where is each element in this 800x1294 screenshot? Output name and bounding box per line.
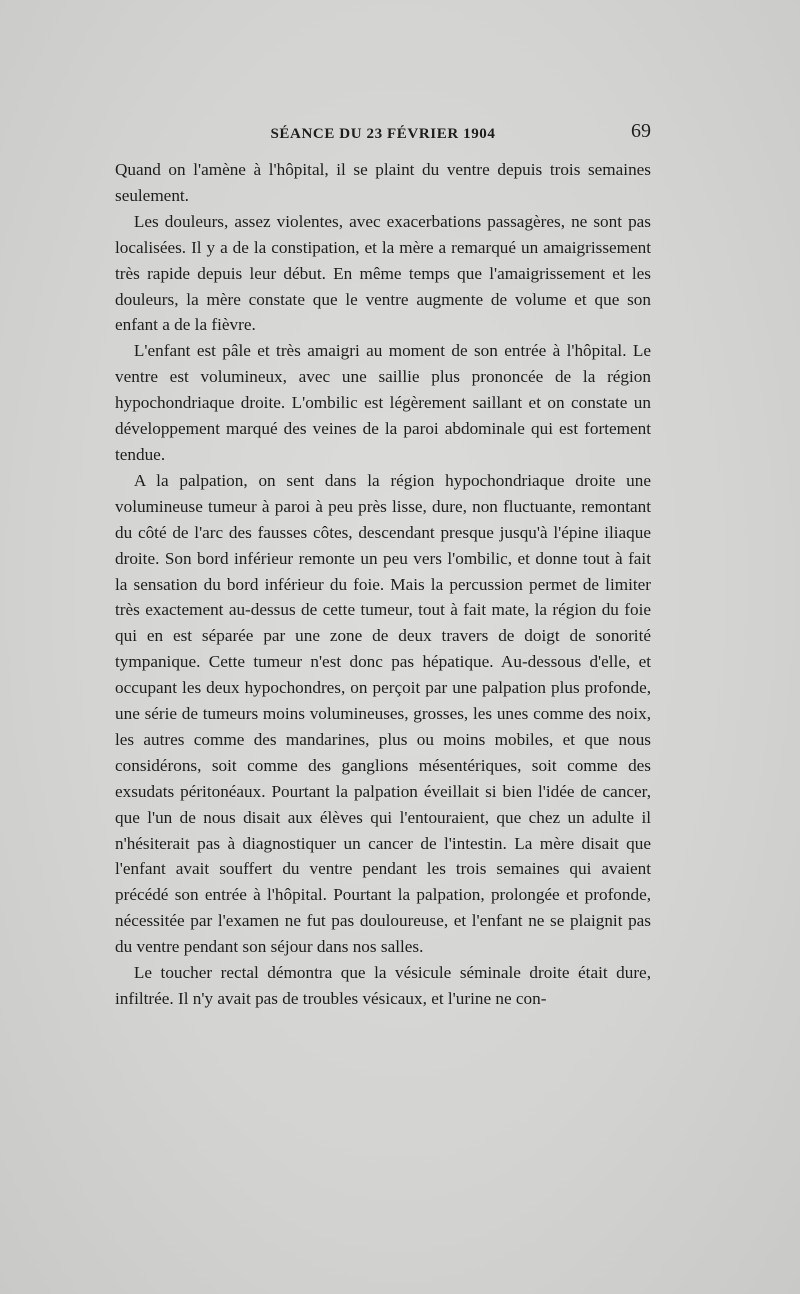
page-number: 69 bbox=[631, 120, 651, 142]
paragraph-1: Quand on l'amène à l'hôpital, il se plaint du ventre depuis trois semaines seulement. bbox=[115, 160, 651, 205]
paragraph-3: L'enfant est pâle et très amaigri au moment de son entrée à l'hôpital. Le ventre est volumineux, avec une saillie plus prononcée de la région hypochondriaque droite. L'ombilic est légèrement saillant et on constate un développement marqué des veines de la paroi abdominale qui est fortement tendue. bbox=[115, 341, 651, 464]
paragraph-2: Les douleurs, assez violentes, avec exacerbations passagères, ne sont pas localisées. Il y a de la constipation, et la mère a remarqué un amaigrissement très rapide depuis leur début. En même temps que l'amaigrissement et les douleurs, la mère constate que le ventre augmente de volume et que son enfant a de la fièvre. bbox=[115, 211, 651, 335]
running-title: SÉANCE DU 23 FÉVRIER 1904 bbox=[270, 126, 496, 142]
page-header bbox=[115, 120, 651, 150]
paragraph-5: Le toucher rectal démontra que la vésicule séminale droite était dure, infiltrée. Il n'y avait pas de troubles vésicaux, et l'urine ne con- bbox=[115, 963, 651, 1008]
paragraph-4: A la palpation, on sent dans la région hypochondriaque droite une volumineuse tumeur à paroi à peu près lisse, dure, non fluctuante, remontant du côté de l'arc des fausses côtes, descendant presque jusqu'à l'épine iliaque droite. Son bord inférieur remonte un peu vers l'ombilic, et donne tout à fait la sensation du bord inférieur du foie. Mais la percussion permet de limiter très exactement au-dessus de cette tumeur, tout à fait mate, la région du foie qui en est séparée par une zone de deux travers de doigt de sonorité tympanique. Cette tumeur n'est donc pas hépatique. Au-dessous d'elle, et occupant les deux hypochondres, on perçoit par une palpation plus profonde, une série de tumeurs moins volumineuses, grosses, les unes comme des noix, les autres comme des mandarines, plus ou moins mobiles, et que nous considérons, soit comme des ganglions mésentériques, soit comme des exsudats péritonéaux. Pourtant la palpation éveillait si bien l'idée de cancer, que l'un de nous disait aux élèves qui l'entouraient, que chez un adulte il n'hésiterait pas à diagnostiquer un cancer de l'intestin. La mère disait que l'enfant avait souffert du ventre pendant les trois semaines qui avaient précédé son entrée à l'hôpital. Pourtant la palpation, prolongée et profonde, nécessitée par l'examen ne fut pas douloureuse, et l'enfant ne se plaignit pas du ventre pendant son séjour dans nos salles. bbox=[115, 470, 651, 957]
body-text bbox=[115, 157, 651, 1012]
